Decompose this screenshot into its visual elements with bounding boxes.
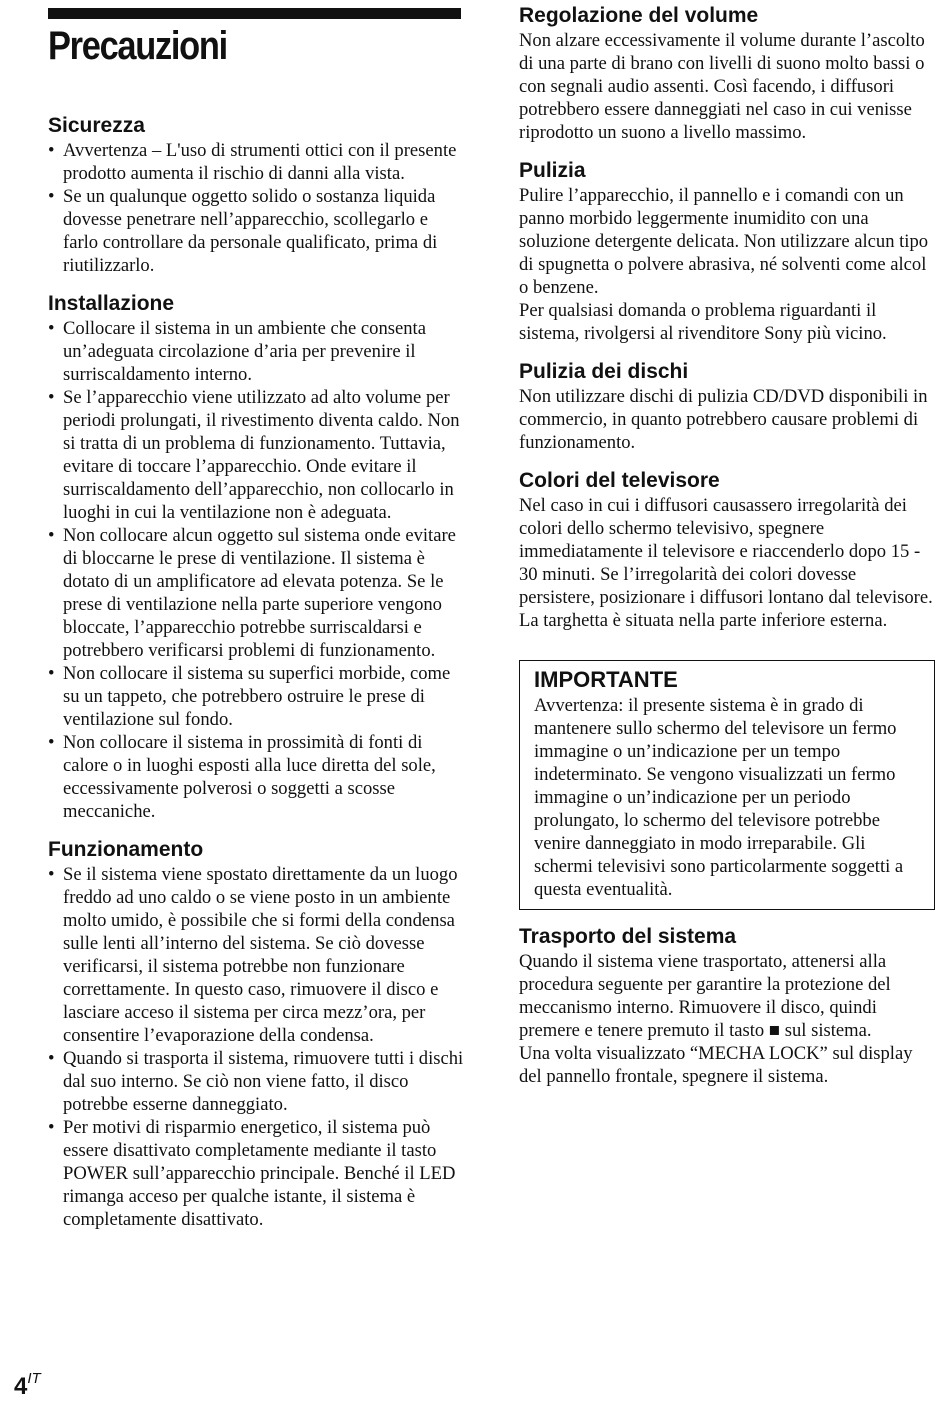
section-heading: Installazione xyxy=(48,292,175,315)
title-rule xyxy=(48,8,461,19)
bullet-list xyxy=(48,863,464,1231)
list-item: • Se un qualunque oggetto solido o sostanza liquida dovesse penetrare nell’apparecchio, scollegarlo e farlo controllare da personale qualificato, prima di riutilizzarlo. xyxy=(48,185,464,277)
paragraph: Non utilizzare dischi di pulizia CD/DVD disponibili in commercio, in quanto potrebbero causare problemi di funzionamento. xyxy=(519,386,928,453)
section-funzionamento xyxy=(48,837,464,1231)
important-heading: IMPORTANTE xyxy=(534,667,678,692)
section-heading: Colori del televisore xyxy=(519,469,720,492)
list-item: • Non collocare il sistema in prossimità di fonti di calore o in luoghi esposti alla luce diretta del sole, eccessivamente polverosi o soggetti a scosse meccaniche. xyxy=(48,731,464,823)
section-heading: Sicurezza xyxy=(48,114,145,137)
label-note: La targhetta è situata nella parte inferiore esterna. xyxy=(519,610,888,631)
right-column xyxy=(519,3,935,1102)
page-title: Precauzioni xyxy=(48,24,227,68)
bullet-list xyxy=(48,139,464,277)
important-box xyxy=(519,660,935,910)
list-item: • Per motivi di risparmio energetico, il sistema può essere disattivato completamente mediante il tasto POWER sull’apparecchio principale. Benché il LED rimanga acceso per qualche istante, il sistema è completamente disattivato. xyxy=(48,1116,464,1231)
section-heading: Pulizia xyxy=(519,159,586,182)
list-item: • Collocare il sistema in un ambiente che consenta un’adeguata circolazione d’aria per prevenire il surriscaldamento interno. xyxy=(48,317,464,386)
paragraph: Quando il sistema viene trasportato, attenersi alla procedura seguente per garantire la protezione del meccanismo interno. Rimuovere il disco, quindi premere e tenere premuto il tasto ■ sul sistema. xyxy=(519,951,891,1041)
list-item: • Avvertenza – L'uso di strumenti ottici con il presente prodotto aumenta il rischio di danni alla vista. xyxy=(48,139,464,185)
bullet-list xyxy=(48,317,464,823)
list-item: • Non collocare alcun oggetto sul sistema onde evitare di bloccarne le prese di ventilazione. Il sistema è dotato di un amplificatore ad elevata potenza. Se le prese di ventilazione nella parte superiore vengono bloccate, l’apparecchio potrebbe surriscaldarsi e potrebbero verificarsi problemi di funzionamento. xyxy=(48,524,464,662)
paragraph: Pulire l’apparecchio, il pannello e i comandi con un panno morbido leggermente inumidito con una soluzione detergente delicata. Non utilizzare alcun tipo di spugnetta o polvere abrasiva, né solventi come alcol o benzene. xyxy=(519,185,929,298)
section-installazione xyxy=(48,291,464,823)
paragraph: Per qualsiasi domanda o problema riguardanti il sistema, rivolgersi al rivenditore Sony più vicino. xyxy=(519,300,887,344)
paragraph: Una volta visualizzato “MECHA LOCK” sul display del pannello frontale, spegnere il sistema. xyxy=(519,1043,913,1087)
page-number-value: 4 xyxy=(14,1373,28,1400)
section-trasporto xyxy=(519,924,935,1088)
section-heading: Trasporto del sistema xyxy=(519,925,737,948)
section-sicurezza xyxy=(48,113,464,277)
list-item: • Se il sistema viene spostato direttamente da un luogo freddo ad uno caldo o se viene posto in un ambiente molto umido, è possibile che si formi della condensa sulle lenti all’interno del sistema. Se ciò dovesse verificarsi, il sistema potrebbe non funzionare correttamente. In questo caso, rimuovere il disco e lasciare acceso il sistema per circa mezz’ora, per consentire l’evaporazione della condensa. xyxy=(48,863,464,1047)
language-code: IT xyxy=(27,1370,41,1387)
list-item: • Non collocare il sistema su superfici morbide, come su un tappeto, che potrebbero ostruire le prese di ventilazione sul fondo. xyxy=(48,662,464,731)
left-column xyxy=(48,113,464,1245)
paragraph: Nel caso in cui i diffusori causassero irregolarità dei colori dello schermo televisivo, spegnere immediatamente il televisore e riaccenderlo dopo 15 - 30 minuti. Se l’irregolarità dei colori dovesse persistere, posizionare i diffusori lontano dal televisore. xyxy=(519,495,933,608)
paragraph: Avvertenza: il presente sistema è in grado di mantenere sullo schermo del televisore un fermo immagine o un’indicazione per un tempo indeterminato. Se vengono visualizzati un fermo immagine o un’indicazione per un periodo prolungato, lo schermo del televisore potrebbe venire danneggiato in modo irreparabile. Gli schermi televisivi sono particolarmente soggetti a questa eventualità. xyxy=(534,695,904,900)
paragraph: Non alzare eccessivamente il volume durante l’ascolto di una parte di brano con livelli di suono molto bassi o con segnali audio assenti. Così facendo, i diffusori potrebbero essere danneggiati nel caso in cui venisse riprodotto un suono a livello massimo. xyxy=(519,30,925,143)
section-heading: Regolazione del volume xyxy=(519,4,759,27)
section-volume xyxy=(519,3,935,144)
section-heading: Pulizia dei dischi xyxy=(519,360,689,383)
list-item: • Quando si trasporta il sistema, rimuovere tutti i dischi dal suo interno. Se ciò non viene fatto, il disco potrebbe esserne danneggiato. xyxy=(48,1047,464,1116)
section-pulizia-dischi xyxy=(519,359,935,454)
section-heading: Funzionamento xyxy=(48,838,204,861)
list-item: • Se l’apparecchio viene utilizzato ad alto volume per periodi prolungati, il rivestimento diventa caldo. Non si tratta di un problema di funzionamento. Tuttavia, evitare di toccare l’apparecchio. Onde evitare il surriscaldamento dell’apparecchio, non collocarlo in luoghi in cui la ventilazione non è adeguata. xyxy=(48,386,464,524)
section-colori xyxy=(519,468,935,632)
section-pulizia xyxy=(519,158,935,345)
page-number xyxy=(14,1372,41,1401)
